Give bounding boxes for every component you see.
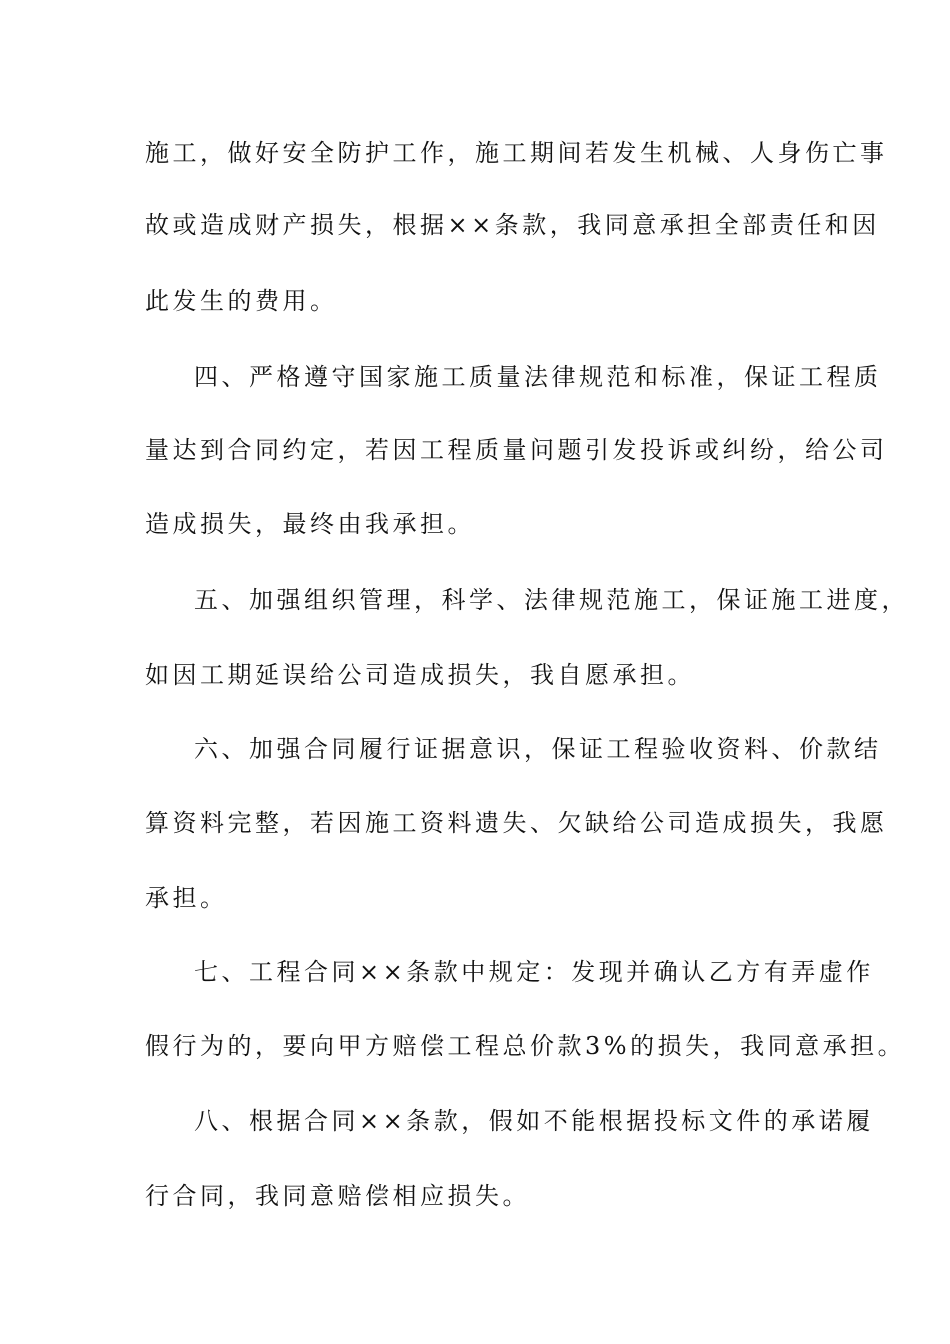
paragraph-six-first-line: 六、加强合同履行证据意识，保证工程验收资料、价款结 — [194, 735, 882, 763]
paragraph-seven-first-line: 七、工程合同××条款中规定：发现并确认乙方有弄虚作 — [194, 958, 874, 986]
text-line: 故或造成财产损失，根据××条款，我同意承担全部责任和因 — [145, 211, 880, 239]
text-line: 施工，做好安全防护工作，施工期间若发生机械、人身伤亡事 — [145, 139, 888, 167]
paragraph-five-first-line: 五、加强组织管理，科学、法律规范施工，保证施工进度， — [194, 586, 909, 614]
text-line: 量达到合同约定，若因工程质量问题引发投诉或纠纷，给公司 — [145, 436, 888, 464]
text-line: 造成损失，最终由我承担。 — [145, 510, 475, 538]
paragraph-four-first-line: 四、严格遵守国家施工质量法律规范和标准，保证工程质 — [194, 363, 882, 391]
paragraph-eight-first-line: 八、根据合同××条款，假如不能根据投标文件的承诺履 — [194, 1107, 874, 1135]
text-line: 如因工期延误给公司造成损失，我自愿承担。 — [145, 661, 695, 689]
text-line: 承担。 — [145, 884, 228, 912]
text-line: 假行为的，要向甲方赔偿工程总价款3%的损失，我同意承担。 — [145, 1032, 906, 1060]
text-line: 行合同，我同意赔偿相应损失。 — [145, 1182, 530, 1210]
text-line: 此发生的费用。 — [145, 287, 338, 315]
text-line: 算资料完整，若因施工资料遗失、欠缺给公司造成损失，我愿 — [145, 809, 888, 837]
